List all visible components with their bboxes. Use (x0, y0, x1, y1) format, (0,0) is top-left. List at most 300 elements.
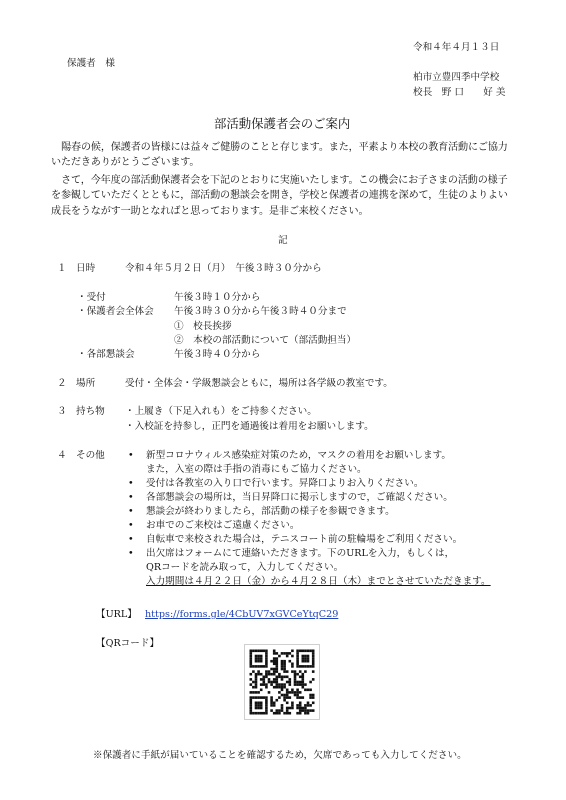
qr-module (268, 681, 271, 684)
qr-module (312, 702, 315, 705)
qr-module (255, 681, 258, 684)
qr-module (250, 655, 253, 658)
qr-module (273, 702, 276, 705)
qr-module (312, 670, 315, 673)
qr-module (286, 702, 289, 705)
qr-module (255, 707, 258, 710)
qr-module (270, 681, 273, 684)
qr-module (260, 696, 263, 699)
qr-module (312, 694, 315, 697)
qr-module (309, 694, 312, 697)
schedule-subitem: ① 校長挨拶 (174, 321, 232, 332)
qr-module (278, 712, 281, 715)
qr-module (312, 665, 315, 668)
qr-module (312, 696, 315, 699)
qr-module (304, 704, 307, 707)
qr-module (257, 660, 260, 663)
qr-module (302, 650, 305, 653)
qr-module (309, 681, 312, 684)
qr-module (299, 681, 302, 684)
input-period-note: 入力期間は４月２２日（金）から４月２８日（木）までとさせていただきます。 (146, 576, 491, 587)
qr-module (296, 704, 299, 707)
qr-module (255, 655, 258, 658)
qr-module (294, 683, 297, 686)
qr-module (250, 650, 253, 653)
qr-module (270, 709, 273, 712)
qr-module (263, 676, 266, 679)
qr-module (302, 673, 305, 676)
qr-module (299, 704, 302, 707)
qr-module (312, 678, 315, 681)
qr-module (276, 709, 279, 712)
qr-module (276, 668, 279, 671)
qr-module (304, 689, 307, 692)
qr-module (276, 657, 279, 660)
notes-item: 受付は各教室の入り口で行います。昇降口よりお入りください。 (146, 478, 424, 489)
document-title: 部活動保護者会のご案内 (214, 116, 351, 131)
qr-module (296, 665, 299, 668)
notes-item: QRコードを読み取って，入力してください。 (146, 562, 344, 573)
schedule-value: 午後３時１０分から (174, 292, 261, 303)
qr-module (265, 707, 268, 710)
bullet-icon: • (128, 534, 134, 545)
qr-module (250, 709, 253, 712)
qr-module (281, 686, 284, 689)
qr-module (309, 665, 312, 668)
qr-module (270, 696, 273, 699)
qr-module (252, 712, 255, 715)
qr-module (257, 712, 260, 715)
qr-module (255, 686, 258, 689)
qr-module (307, 702, 310, 705)
qr-module (255, 683, 258, 686)
qr-module (276, 699, 279, 702)
qr-module (299, 670, 302, 673)
qr-module (289, 652, 292, 655)
qr-module (286, 712, 289, 715)
qr-module (270, 683, 273, 686)
qr-module (291, 670, 294, 673)
qr-module (286, 676, 289, 679)
qr-module (302, 681, 305, 684)
qr-module (304, 650, 307, 653)
bullet-icon: • (128, 478, 134, 489)
qr-module (294, 691, 297, 694)
qr-module (265, 704, 268, 707)
qr-module (299, 683, 302, 686)
qr-module (291, 704, 294, 707)
qr-module (276, 712, 279, 715)
section-3-label: 持ち物 (76, 406, 105, 417)
qr-module (296, 691, 299, 694)
bullet-icon: • (128, 450, 134, 461)
schedule-value: 午後３時４０分から (174, 349, 261, 360)
qr-module (312, 663, 315, 666)
qr-module (250, 704, 253, 707)
qr-module (257, 702, 260, 705)
notes-item: 各部懇談会の場所は，当日昇降口に掲示しますので，ご確認ください。 (146, 492, 453, 503)
notes-item: 出欠席はフォームにて連絡いただきます。下のURLを入力，もしくは， (146, 548, 455, 559)
qr-module (307, 704, 310, 707)
qr-module (304, 665, 307, 668)
qr-module (257, 670, 260, 673)
qr-module (294, 673, 297, 676)
qr-module (304, 670, 307, 673)
qr-module (291, 691, 294, 694)
form-url-link[interactable]: https://forms.gle/4CbUV7xGVCeYtqC29 (145, 609, 339, 620)
qr-module (255, 691, 258, 694)
footer-note: ※保護者に手紙が届いていることを確認するため，欠席であっても入力してください。 (93, 750, 467, 761)
qr-module (304, 683, 307, 686)
principal-name: 校長 野 口 好 美 (413, 87, 506, 98)
qr-module (283, 694, 286, 697)
qr-module (286, 709, 289, 712)
qr-module (296, 650, 299, 653)
qr-module (268, 673, 271, 676)
qr-module (309, 696, 312, 699)
qr-module (289, 707, 292, 710)
qr-module (276, 665, 279, 668)
qr-module (265, 665, 268, 668)
qr-module (260, 702, 263, 705)
section-2-number: ２ (57, 378, 67, 389)
schedule-subitem: ② 本校の部活動について（部活動担当） (174, 335, 357, 346)
qr-module (299, 691, 302, 694)
section-1-value: 令和４年５月２日（月） 午後３時３０分から (125, 263, 322, 274)
qr-module (276, 660, 279, 663)
qr-module (286, 689, 289, 692)
qr-module (304, 712, 307, 715)
qr-module (302, 665, 305, 668)
qr-module (250, 702, 253, 705)
qr-module (302, 660, 305, 663)
qr-module (273, 668, 276, 671)
qr-module (307, 712, 310, 715)
qr-module (260, 657, 263, 660)
qr-module (299, 709, 302, 712)
qr-module (289, 691, 292, 694)
qr-module (278, 683, 281, 686)
qr-module (260, 660, 263, 663)
qr-module (286, 655, 289, 658)
qr-module (307, 689, 310, 692)
qr-module (260, 683, 263, 686)
qr-module (304, 660, 307, 663)
qr-module (294, 681, 297, 684)
bullet-icon: • (128, 548, 134, 559)
qr-module (304, 707, 307, 710)
qr-module (260, 704, 263, 707)
qr-module (265, 657, 268, 660)
qr-module (250, 699, 253, 702)
qr-module (307, 665, 310, 668)
qr-module (250, 663, 253, 666)
qr-module (299, 676, 302, 679)
qr-module (263, 681, 266, 684)
qr-module (307, 657, 310, 660)
qr-module (289, 678, 292, 681)
qr-module (294, 694, 297, 697)
qr-module (304, 655, 307, 658)
qr-module (312, 650, 315, 653)
qr-module (265, 673, 268, 676)
qr-module (255, 660, 258, 663)
qr-module (270, 702, 273, 705)
qr-module (281, 668, 284, 671)
section-3-number: ３ (57, 406, 67, 417)
qr-module (255, 673, 258, 676)
school-name: 柏市立豊四季中学校 (413, 72, 500, 83)
qr-module (252, 686, 255, 689)
intro-paragraph-2: さて，今年度の部活動保護者会を下記のとおりに実施いたします。この機会にお子さまの活動の様子を参観していただくとともに，部活動の懇談会を開き，学校と保護者の連携を深めて，生徒のよりよい成長をうながす一助となればと思っております。是非ご来校ください。 (51, 175, 508, 217)
qr-module (312, 655, 315, 658)
qr-module (312, 709, 315, 712)
qr-module (263, 665, 266, 668)
qr-module (250, 665, 253, 668)
qr-module (268, 691, 271, 694)
section-1-number: １ (57, 263, 67, 274)
qr-module (273, 712, 276, 715)
qr-module (250, 696, 253, 699)
qr-module (299, 712, 302, 715)
qr-module (273, 670, 276, 673)
qr-module (260, 655, 263, 658)
qr-module (273, 678, 276, 681)
qr-module (299, 707, 302, 710)
qr-module (276, 663, 279, 666)
qr-module (312, 652, 315, 655)
qr-module (302, 707, 305, 710)
qr-module (273, 686, 276, 689)
qr-module (252, 670, 255, 673)
recipient: 保護者 様 (67, 58, 115, 69)
qr-module (283, 699, 286, 702)
qr-module (250, 660, 253, 663)
qr-module (283, 670, 286, 673)
qr-module (265, 663, 268, 666)
qr-module (302, 655, 305, 658)
qr-module (250, 707, 253, 710)
qr-module (296, 652, 299, 655)
qr-module (296, 673, 299, 676)
ki-heading: 記 (278, 235, 288, 246)
qr-module (255, 650, 258, 653)
qr-module (257, 655, 260, 658)
qr-module (260, 678, 263, 681)
qr-module (260, 650, 263, 653)
qr-module (265, 702, 268, 705)
qr-module (278, 655, 281, 658)
qr-module (260, 673, 263, 676)
qr-module (255, 657, 258, 660)
qr-module (260, 712, 263, 715)
qr-module (302, 683, 305, 686)
qr-module (255, 676, 258, 679)
qr-module (268, 678, 271, 681)
qr-module (291, 689, 294, 692)
qr-module (307, 655, 310, 658)
qr-module (273, 660, 276, 663)
qr-module (296, 707, 299, 710)
qr-module (250, 657, 253, 660)
qr-module (276, 670, 279, 673)
qr-module (273, 663, 276, 666)
qr-module (289, 712, 292, 715)
bullet-icon: • (128, 520, 134, 531)
qr-module (283, 665, 286, 668)
qr-module (270, 699, 273, 702)
bullet-icon: • (128, 492, 134, 503)
qr-module (263, 683, 266, 686)
notes-item: 懇談会が終わりましたら，部活動の様子を参観できます。 (146, 506, 395, 517)
intro-paragraph-1: 陽春の候，保護者の皆様には益々ご健勝のことと存じます。また，平素より本校の教育活動にご協力いただきありがとうございます。 (51, 142, 508, 169)
section-2-label: 場所 (76, 378, 96, 389)
qr-module (286, 694, 289, 697)
qr-module (281, 678, 284, 681)
qr-module (252, 691, 255, 694)
qr-module (291, 650, 294, 653)
qr-module (265, 709, 268, 712)
qr-module (278, 696, 281, 699)
qr-module (283, 676, 286, 679)
qr-module (286, 681, 289, 684)
qr-module (257, 673, 260, 676)
notes-item: 自転車で来校された場合は，テニスコート前の駐輪場をご利用ください。 (146, 534, 463, 545)
qr-module (283, 686, 286, 689)
qr-module (250, 678, 253, 681)
qr-module (283, 712, 286, 715)
qr-module (278, 673, 281, 676)
qr-module (265, 652, 268, 655)
qr-module (265, 686, 268, 689)
qr-module (273, 704, 276, 707)
qr-module (296, 663, 299, 666)
qr-module (304, 709, 307, 712)
qr-module (286, 691, 289, 694)
qr-module (296, 655, 299, 658)
qr-module (281, 665, 284, 668)
notes-item: 新型コロナウィルス感染症対策のため，マスクの着用をお願いします。 (146, 450, 451, 461)
qr-module (278, 709, 281, 712)
schedule-label: ・各部懇談会 (77, 349, 135, 360)
qr-module (302, 657, 305, 660)
qr-module (296, 660, 299, 663)
qr-module (263, 712, 266, 715)
qr-module (250, 691, 253, 694)
qr-module (281, 709, 284, 712)
qr-module (257, 704, 260, 707)
qr-module (265, 650, 268, 653)
qr-module (257, 696, 260, 699)
qr-module (257, 707, 260, 710)
section-2-value: 受付・全体会・学級懇談会ともに，場所は各学級の教室です。 (125, 378, 393, 389)
qr-module (265, 696, 268, 699)
qr-module (263, 650, 266, 653)
qr-module (299, 665, 302, 668)
qr-module (283, 696, 286, 699)
qr-module (252, 681, 255, 684)
qr-module (296, 689, 299, 692)
qr-module (283, 663, 286, 666)
qr-module (255, 678, 258, 681)
qr-module (296, 696, 299, 699)
qr-module (270, 704, 273, 707)
qr-label: 【QRコード】 (96, 638, 160, 649)
qr-module (302, 686, 305, 689)
qr-module (252, 696, 255, 699)
qr-module (291, 707, 294, 710)
qr-module (312, 657, 315, 660)
qr-module (255, 704, 258, 707)
qr-module (270, 668, 273, 671)
qr-module (257, 665, 260, 668)
qr-module (265, 676, 268, 679)
qr-module (304, 657, 307, 660)
qr-module (289, 696, 292, 699)
qr-module (257, 650, 260, 653)
qr-module (276, 686, 279, 689)
qr-module (286, 696, 289, 699)
qr-module (257, 657, 260, 660)
qr-module (265, 670, 268, 673)
notes-item: お車でのご来校はご遠慮ください。 (146, 520, 300, 531)
qr-module (265, 712, 268, 715)
qr-module (250, 712, 253, 715)
qr-module (273, 681, 276, 684)
qr-module (309, 704, 312, 707)
qr-module (273, 673, 276, 676)
qr-module (307, 660, 310, 663)
qr-module (299, 650, 302, 653)
qr-module (263, 696, 266, 699)
qr-module (281, 676, 284, 679)
qr-module (273, 650, 276, 653)
qr-module (307, 650, 310, 653)
qr-module (302, 709, 305, 712)
qr-module (302, 676, 305, 679)
qr-module (278, 676, 281, 679)
qr-module (281, 683, 284, 686)
qr-module (294, 678, 297, 681)
qr-module (291, 665, 294, 668)
qr-module (302, 696, 305, 699)
qr-module (265, 655, 268, 658)
qr-module (294, 676, 297, 679)
url-label: 【URL】 (96, 609, 137, 620)
qr-module (268, 670, 271, 673)
qr-module (276, 652, 279, 655)
belongings-item: ・上履き（下足入れも）をご持参ください。 (125, 406, 317, 417)
schedule-value: 午後３時３０分から午後３時４０分まで (174, 306, 347, 317)
qr-module (299, 702, 302, 705)
qr-module (309, 689, 312, 692)
bullet-icon: • (128, 506, 134, 517)
qr-module (281, 663, 284, 666)
qr-module (273, 652, 276, 655)
qr-module (291, 663, 294, 666)
qr-module (281, 660, 284, 663)
qr-module (273, 657, 276, 660)
qr-module (250, 673, 253, 676)
qr-module (257, 691, 260, 694)
section-1-label: 日時 (76, 263, 96, 274)
qr-module (291, 702, 294, 705)
notes-item: また，入室の際は手指の消毒にもご協力ください。 (146, 464, 367, 475)
qr-module (255, 702, 258, 705)
qr-module (250, 683, 253, 686)
schedule-label: ・受付 (77, 292, 106, 303)
qr-module (286, 652, 289, 655)
